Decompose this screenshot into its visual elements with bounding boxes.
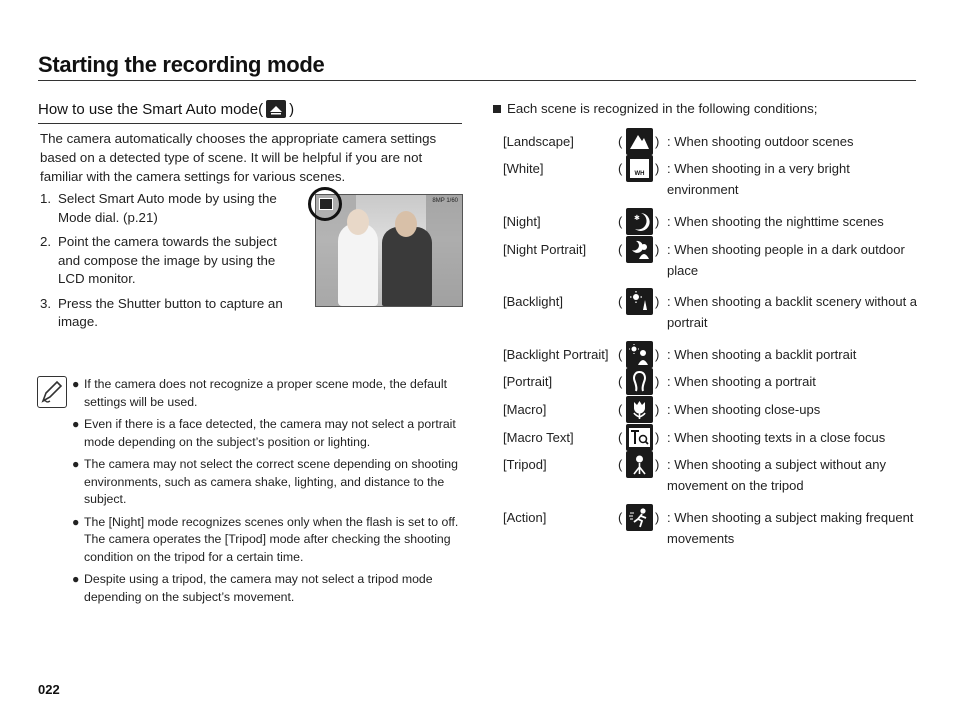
note-item: ● Even if there is a face detected, the camera may not select a portrait mode depending on the subject’s position or lighting.	[72, 417, 456, 449]
step-text: Press the Shutter button to capture an image.	[58, 295, 283, 329]
scene-name: [Backlight Portrait]	[503, 347, 609, 362]
note-item: ● Despite using a tripod, the camera may not select a tripod mode depending on the subject’s movement.	[72, 572, 433, 604]
landscape-icon	[626, 128, 653, 155]
macro-icon	[626, 396, 653, 423]
lcd-hud-readout: 8MP 1/60	[432, 198, 458, 204]
step-text: Select Smart Auto mode by using the Mode dial. (p.21)	[58, 191, 277, 225]
scene-name: [Backlight]	[503, 294, 563, 309]
note-text: Even if there is a face detected, the camera may not select a portrait mode depending on the subject’s position or lighting.	[84, 417, 456, 449]
notes-list	[72, 376, 462, 611]
scene-description: : When shooting people in a dark outdoor place	[667, 242, 905, 278]
note-text: If the camera does not recognize a proper scene mode, the default settings will be used.	[84, 377, 447, 409]
action-icon	[626, 504, 653, 531]
square-bullet-icon	[493, 105, 501, 113]
svg-text:✱: ✱	[634, 214, 640, 222]
backlight-icon	[626, 288, 653, 315]
scene-name: [Portrait]	[503, 374, 553, 389]
scene-name: [Tripod]	[503, 457, 547, 472]
scene-description: : When shooting a backlit portrait	[667, 347, 857, 362]
note-item: ● The camera may not select the correct scene depending on shooting environments, such as camera shake, lighting, and distance to the subject.	[72, 457, 458, 506]
page-number: 022	[38, 682, 60, 697]
scene-description: : When shooting a portrait	[667, 374, 816, 389]
night-icon	[626, 208, 653, 235]
backlight-portrait-icon	[626, 341, 653, 368]
night-portrait-icon	[626, 236, 653, 263]
step-item	[40, 295, 302, 332]
scene-description: : When shooting outdoor scenes	[667, 134, 854, 149]
scene-description: : When shooting a backlit scenery without a portrait	[667, 294, 918, 330]
scene-description: : When shooting close-ups	[667, 402, 821, 417]
step-item	[40, 233, 302, 289]
scene-name: [Landscape]	[503, 134, 574, 149]
scene-description: : When shooting the nighttime scenes	[667, 214, 884, 229]
scene-description: : When shooting texts in a close focus	[667, 430, 886, 445]
white-icon-label: WH	[634, 171, 645, 177]
macro-text-icon	[626, 424, 653, 451]
page-title: Starting the recording mode	[38, 52, 325, 77]
section-divider	[38, 123, 462, 124]
scene-name: [White]	[503, 161, 544, 176]
note-text: The [Night] mode recognizes scenes only when the flash is set to off. The camera operates the [Tripod] mode after checking the shooting condition on the tripod for a certain time.	[84, 514, 459, 564]
white-icon	[626, 155, 653, 182]
scene-description: : When shooting in a very bright environment	[667, 161, 850, 197]
step-number: 1.	[40, 191, 52, 206]
portrait-icon	[626, 368, 653, 395]
title-divider	[38, 80, 916, 81]
scene-name: [Macro]	[503, 402, 547, 417]
conditions-heading	[493, 101, 817, 116]
step-number: 2.	[40, 234, 52, 249]
note-item: ● The [Night] mode recognizes scenes only when the flash is set to off. The camera operates the [Tripod] mode after checking the shooting condition on the tripod for a certain time.	[72, 514, 459, 564]
steps-list	[40, 190, 302, 338]
highlight-circle	[308, 187, 342, 221]
step-item	[40, 190, 302, 227]
scene-name: [Macro Text]	[503, 430, 574, 445]
step-text: Point the camera towards the subject and compose the image by using the LCD monitor.	[58, 234, 277, 286]
intro-paragraph: The camera automatically chooses the appropriate camera settings based on a detected type of scene. It will be helpful if you are not familiar with the camera settings for various scenes.	[40, 131, 437, 184]
note-item: ● If the camera does not recognize a proper scene mode, the default settings will be used.	[72, 377, 447, 409]
scene-name: [Night Portrait]	[503, 242, 587, 257]
scene-description: : When shooting a subject without any movement on the tripod	[667, 457, 886, 493]
step-number: 3.	[40, 295, 52, 311]
section-heading-suffix: )	[289, 100, 295, 118]
scene-name: [Action]	[503, 510, 547, 525]
note-text: Despite using a tripod, the camera may not select a tripod mode depending on the subject’s movement.	[84, 572, 433, 604]
scene-description: : When shooting a subject making frequent movements	[667, 510, 914, 546]
smart-auto-icon	[266, 100, 286, 118]
section-heading-prefix: How to use the Smart Auto mode(	[38, 100, 264, 118]
section-heading	[38, 100, 294, 118]
tripod-icon	[626, 451, 653, 478]
note-text: The camera may not select the correct scene depending on shooting environments, such as camera shake, lighting, and distance to the subject.	[84, 457, 458, 506]
conditions-heading-text: Each scene is recognized in the following conditions;	[507, 101, 818, 116]
note-pencil-icon	[37, 376, 67, 408]
scene-name: [Night]	[503, 214, 541, 229]
